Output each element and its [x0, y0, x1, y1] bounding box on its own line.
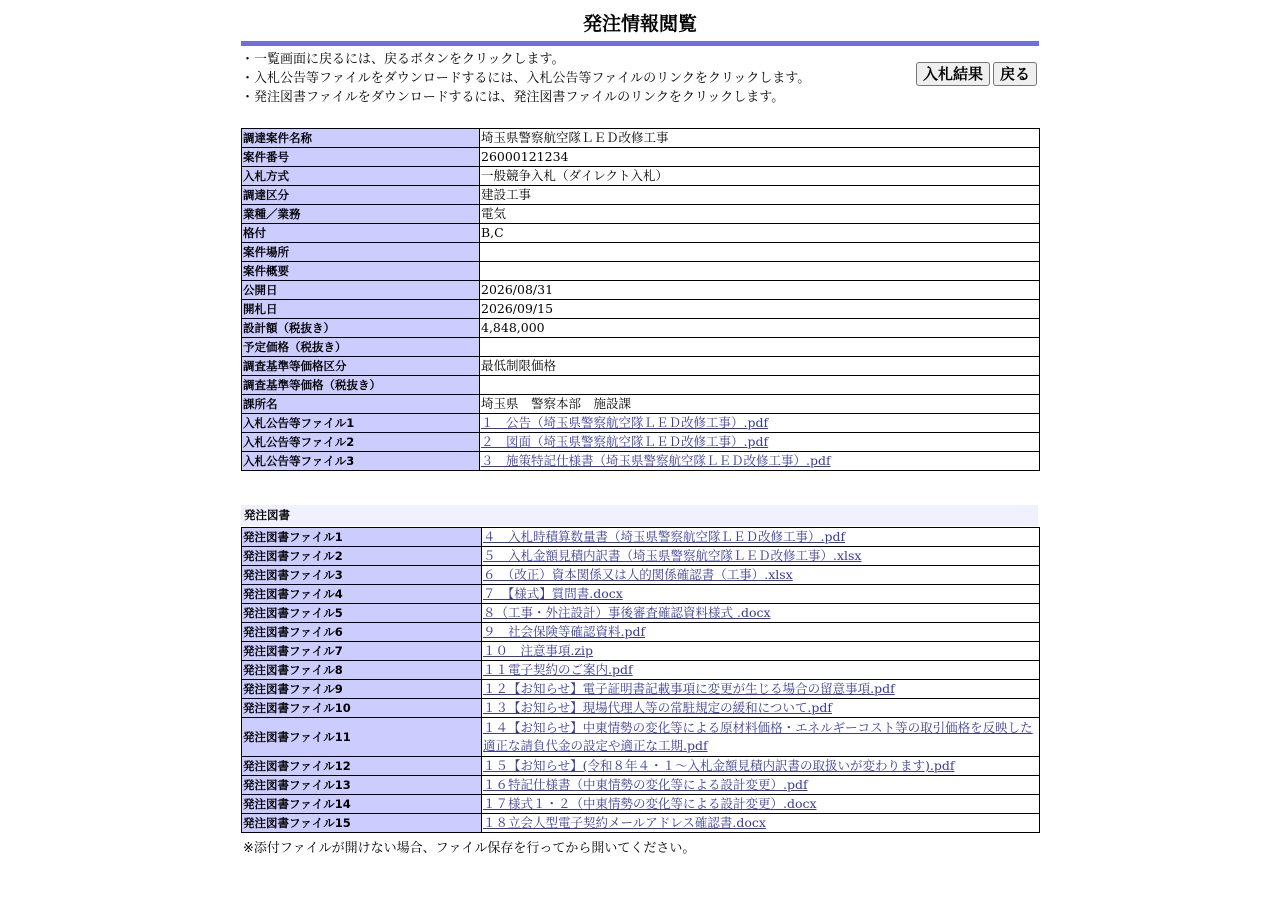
- table-row: [242, 243, 1040, 262]
- row-value-cell: [480, 452, 1040, 471]
- table-row: [242, 585, 1040, 604]
- table-row: [242, 661, 1040, 680]
- row-value-cell: [482, 623, 1040, 642]
- row-value-cell: [482, 699, 1040, 718]
- row-value-cell: [482, 814, 1040, 833]
- file-download-link[interactable]: ７ 【様式】質問書.docx: [483, 586, 623, 601]
- row-value-cell: [480, 262, 1040, 281]
- page-title: 発注情報閲覧: [582, 13, 697, 35]
- table-row: [242, 129, 1040, 148]
- row-value-cell: [482, 776, 1040, 795]
- row-label: 発注図書ファイル11: [242, 718, 482, 757]
- row-label: 発注図書ファイル6: [242, 623, 482, 642]
- row-label: 発注図書ファイル10: [242, 699, 482, 718]
- file-download-link[interactable]: ９ 社会保険等確認資料.pdf: [483, 624, 646, 639]
- row-value-cell: 26000121234: [480, 148, 1040, 167]
- row-label: 発注図書ファイル2: [242, 547, 482, 566]
- row-label: 調達区分: [242, 186, 480, 205]
- file-download-link[interactable]: ３ 施策特記仕様書（埼玉県警察航空隊ＬＥＤ改修工事）.pdf: [481, 453, 831, 468]
- row-label: 調査基準等価格区分: [242, 357, 480, 376]
- file-download-link[interactable]: １２【お知らせ】電子証明書記載事項に変更が生じる場合の留意事項.pdf: [483, 681, 895, 696]
- row-value-cell: 電気: [480, 205, 1040, 224]
- table-row: [242, 814, 1040, 833]
- file-download-link[interactable]: ４ 入札時積算数量書（埼玉県警察航空隊ＬＥＤ改修工事）.pdf: [483, 529, 846, 544]
- table-row: [242, 547, 1040, 566]
- table-row: [242, 224, 1040, 243]
- row-value-cell: [482, 528, 1040, 547]
- file-download-link[interactable]: １ 公告（埼玉県警察航空隊ＬＥＤ改修工事）.pdf: [481, 415, 769, 430]
- file-download-link[interactable]: １０ 注意事項.zip: [483, 643, 594, 658]
- row-label: 発注図書ファイル5: [242, 604, 482, 623]
- table-row: [242, 205, 1040, 224]
- row-value-cell: 埼玉県警察航空隊ＬＥＤ改修工事: [480, 129, 1040, 148]
- row-value-cell: [482, 547, 1040, 566]
- file-download-link[interactable]: １７様式１・２（中東情勢の変化等による設計変更）.docx: [483, 796, 817, 811]
- instruction-item: ・入札公告等ファイルをダウンロードするには、入札公告等ファイルのリンクをクリックします。: [241, 71, 811, 86]
- table-row: [242, 433, 1040, 452]
- table-row: [242, 319, 1040, 338]
- table-row: [242, 528, 1040, 547]
- table-row: [242, 718, 1040, 757]
- table-row: [242, 395, 1040, 414]
- bid-result-button[interactable]: 入札結果: [916, 62, 990, 86]
- row-value-cell: [480, 376, 1040, 395]
- row-label: 開札日: [242, 300, 480, 319]
- file-download-link[interactable]: ２ 図面（埼玉県警察航空隊ＬＥＤ改修工事）.pdf: [481, 434, 769, 449]
- row-label: 予定価格（税抜き）: [242, 338, 480, 357]
- row-label: 調査基準等価格（税抜き）: [242, 376, 480, 395]
- row-value-cell: 4,848,000: [480, 319, 1040, 338]
- row-label: 発注図書ファイル1: [242, 528, 482, 547]
- table-row: [242, 795, 1040, 814]
- table-row: [242, 414, 1040, 433]
- table-row: [242, 186, 1040, 205]
- row-label: 入札方式: [242, 167, 480, 186]
- table-row: [242, 281, 1040, 300]
- file-download-link[interactable]: ８（工事・外注設計）事後審査確認資料様式 .docx: [483, 605, 771, 620]
- row-value-cell: [482, 680, 1040, 699]
- row-label: 発注図書ファイル9: [242, 680, 482, 699]
- file-download-link[interactable]: ６ （改正）資本関係又は人的関係確認書（工事）.xlsx: [483, 567, 793, 582]
- table-row: [242, 604, 1040, 623]
- table-row: [242, 452, 1040, 471]
- row-label: 発注図書ファイル12: [242, 757, 482, 776]
- row-label: 案件番号: [242, 148, 480, 167]
- file-download-link[interactable]: １８立会人型電子契約メールアドレス確認書.docx: [483, 815, 766, 830]
- row-label: 入札公告等ファイル1: [242, 414, 480, 433]
- row-value-cell: B,C: [480, 224, 1040, 243]
- row-value-cell: [482, 585, 1040, 604]
- action-buttons: [916, 62, 1037, 86]
- table-row: [242, 376, 1040, 395]
- row-value-cell: 2026/09/15: [480, 300, 1040, 319]
- table-row: [242, 623, 1040, 642]
- row-label: 発注図書ファイル14: [242, 795, 482, 814]
- row-value-cell: [482, 566, 1040, 585]
- order-info-table: [241, 128, 1040, 471]
- instruction-item: ・一覧画面に戻るには、戻るボタンをクリックします。: [241, 52, 565, 67]
- row-label: 入札公告等ファイル2: [242, 433, 480, 452]
- row-value-cell: [482, 795, 1040, 814]
- row-value-cell: [482, 757, 1040, 776]
- table-row: [242, 338, 1040, 357]
- main-container: [241, 0, 1039, 856]
- row-label: 課所名: [242, 395, 480, 414]
- row-value-cell: [482, 604, 1040, 623]
- row-label: 格付: [242, 224, 480, 243]
- row-label: 発注図書ファイル13: [242, 776, 482, 795]
- footer-note: ※添付ファイルが開けない場合、ファイル保存を行ってから開いてください。: [243, 841, 696, 856]
- row-label: 設計額（税抜き）: [242, 319, 480, 338]
- row-label: 調達案件名称: [242, 129, 480, 148]
- row-value-cell: [482, 642, 1040, 661]
- table-row: [242, 757, 1040, 776]
- file-download-link[interactable]: ５ 入札金額見積内訳書（埼玉県警察航空隊ＬＥＤ改修工事）.xlsx: [483, 548, 862, 563]
- row-label: 業種／業務: [242, 205, 480, 224]
- table-row: [242, 776, 1040, 795]
- row-value-cell: 最低制限価格: [480, 357, 1040, 376]
- title-divider: [241, 41, 1039, 46]
- table-row: [242, 699, 1040, 718]
- order-docs-table: [241, 527, 1040, 833]
- row-label: 発注図書ファイル15: [242, 814, 482, 833]
- file-download-link[interactable]: １６特記仕様書（中東情勢の変化等による設計変更）.pdf: [483, 777, 808, 792]
- row-label: 案件概要: [242, 262, 480, 281]
- table-row: [242, 262, 1040, 281]
- row-value-cell: [480, 338, 1040, 357]
- row-label: 発注図書ファイル3: [242, 566, 482, 585]
- row-label: 発注図書ファイル8: [242, 661, 482, 680]
- row-value-cell: [480, 433, 1040, 452]
- row-value-cell: 2026/08/31: [480, 281, 1040, 300]
- file-download-link[interactable]: １３【お知らせ】現場代理人等の常駐規定の緩和について.pdf: [483, 700, 832, 715]
- row-label: 入札公告等ファイル3: [242, 452, 480, 471]
- file-download-link[interactable]: １５【お知らせ】(令和８年４・１～入札金額見積内訳書の取扱いが変わります).pdf: [483, 758, 955, 773]
- table-row: [242, 642, 1040, 661]
- file-download-link[interactable]: １４【お知らせ】中東情勢の変化等による原材料価格・エネルギーコスト等の取引価格を反映した適正な請負代金の設定や適正な工期.pdf: [483, 720, 1033, 753]
- row-value-cell: [480, 243, 1040, 262]
- file-download-link[interactable]: １１電子契約のご案内.pdf: [483, 662, 633, 677]
- instructions-area: [241, 50, 1039, 110]
- table-row: [242, 167, 1040, 186]
- table-row: [242, 566, 1040, 585]
- row-value-cell: 一般競争入札（ダイレクト入札）: [480, 167, 1040, 186]
- back-button[interactable]: 戻る: [993, 62, 1037, 86]
- table-row: [242, 148, 1040, 167]
- instruction-item: ・発注図書ファイルをダウンロードするには、発注図書ファイルのリンクをクリックします。: [241, 90, 785, 105]
- row-value-cell: [482, 718, 1040, 757]
- docs-section-heading: 発注図書: [241, 505, 1038, 526]
- table-row: [242, 680, 1040, 699]
- table-row: [242, 357, 1040, 376]
- table-row: [242, 300, 1040, 319]
- row-label: 発注図書ファイル7: [242, 642, 482, 661]
- row-value-cell: [482, 661, 1040, 680]
- row-value-cell: [480, 414, 1040, 433]
- row-value-cell: 埼玉県 警察本部 施設課: [480, 395, 1040, 414]
- row-label: 公開日: [242, 281, 480, 300]
- row-label: 発注図書ファイル4: [242, 585, 482, 604]
- row-label: 案件場所: [242, 243, 480, 262]
- row-value-cell: 建設工事: [480, 186, 1040, 205]
